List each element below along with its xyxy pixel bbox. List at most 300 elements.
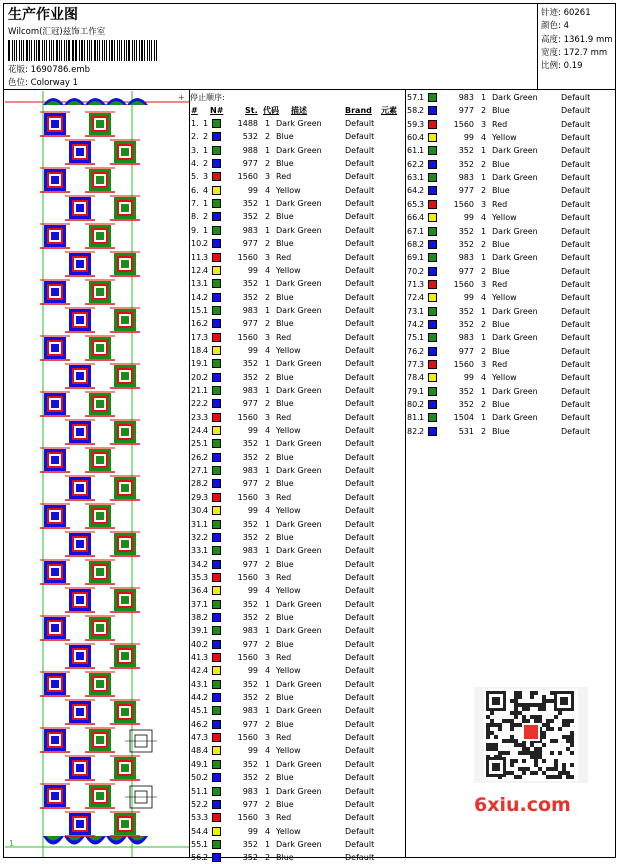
stop-description: Red: [492, 279, 508, 289]
stop-code: 352: [242, 839, 258, 849]
stop-brand: Default: [561, 266, 591, 276]
stop-color-index: 1: [265, 546, 271, 556]
qr-module: [530, 751, 534, 755]
stop-number: 28.: [191, 479, 204, 489]
watermark-logo: 6xiu.com: [474, 794, 571, 816]
qr-module: [510, 711, 514, 715]
design-preview: [5, 91, 189, 857]
stop-code: 352: [242, 279, 258, 289]
stop-brand: Default: [561, 213, 591, 223]
stop-row: [406, 238, 616, 251]
stop-code: 977: [458, 346, 474, 356]
qr-module: [486, 735, 490, 739]
stop-number: 15.: [191, 305, 204, 315]
stop-needle: 4: [203, 506, 209, 516]
stop-brand: Default: [561, 146, 591, 156]
qr-module: [490, 731, 494, 735]
barcode-bar: [12, 40, 13, 61]
stop-row: [190, 371, 400, 384]
stop-description: Dark Green: [276, 199, 322, 209]
qr-module: [518, 711, 522, 715]
qr-module: [566, 747, 570, 751]
stop-description: Dark Green: [492, 413, 538, 423]
stop-number: 54.: [191, 826, 204, 836]
stop-needle: 4: [203, 426, 209, 436]
qr-module: [526, 703, 530, 707]
motif-core: [51, 232, 59, 240]
stop-number: 12.: [191, 265, 204, 275]
stop-number: 70.: [407, 266, 420, 276]
stop-color-index: 2: [265, 319, 271, 329]
stop-brand: Default: [345, 773, 375, 783]
stop-needle: 2: [419, 186, 425, 196]
barcode-bar: [56, 40, 58, 61]
stop-row: [190, 811, 400, 824]
stop-color-index: 2: [481, 106, 487, 116]
qr-module: [526, 707, 530, 711]
qr-module: [518, 691, 522, 695]
stop-code: 99: [247, 826, 258, 836]
qr-module: [514, 707, 518, 711]
motif-core: [76, 764, 84, 772]
stop-description: Blue: [276, 159, 294, 169]
stop-description: Blue: [276, 479, 294, 489]
barcode-bar: [34, 40, 35, 61]
motif-core: [51, 624, 59, 632]
stop-needle: 1: [203, 305, 209, 315]
stop-needle: 2: [203, 239, 209, 249]
stop-needle: 1: [203, 359, 209, 369]
stop-description: Yellow: [276, 345, 301, 355]
stop-needle: 1: [203, 599, 209, 609]
stop-color-index: 4: [265, 265, 271, 275]
motif-core: [121, 260, 129, 268]
stop-number: 55.: [191, 839, 204, 849]
stop-number: 26.: [191, 452, 204, 462]
production-worksheet: [3, 3, 616, 863]
stop-description: Dark Green: [276, 305, 322, 315]
qr-module: [542, 735, 546, 739]
stop-row: [190, 771, 400, 784]
stop-number: 82.: [407, 426, 420, 436]
stop-number: 22.: [191, 399, 204, 409]
color-swatch: [212, 426, 221, 435]
barcode-bar: [51, 40, 52, 61]
color-swatch: [212, 212, 221, 221]
stop-color-index: 2: [481, 239, 487, 249]
stop-brand: Default: [345, 372, 375, 382]
stop-number: 43.: [191, 679, 204, 689]
stop-needle: 3: [419, 360, 425, 369]
stop-needle: 1: [203, 199, 209, 209]
color-swatch: [428, 227, 437, 236]
motif-core: [121, 652, 129, 660]
color-swatch: [212, 586, 221, 595]
stop-row: [190, 130, 400, 143]
stop-brand: Default: [561, 106, 591, 116]
stop-description: Blue: [492, 319, 510, 329]
stop-description: Dark Green: [492, 253, 538, 263]
color-swatch: [212, 346, 221, 355]
qr-module: [490, 743, 494, 747]
stop-needle: 2: [203, 719, 209, 729]
qr-module: [566, 739, 570, 743]
barcode-bar: [42, 40, 43, 61]
stop-needle: 1: [203, 439, 209, 449]
motif-core: [96, 512, 104, 520]
stop-color-index: 1: [265, 119, 271, 128]
stop-needle: 1: [419, 226, 425, 236]
barcode-bar: [126, 40, 127, 61]
stop-number: 44.: [191, 693, 204, 703]
color-swatch: [212, 573, 221, 582]
stop-needle: 3: [203, 172, 209, 182]
color-swatch: [212, 773, 221, 782]
header: [4, 4, 538, 90]
stop-color-index: 1: [265, 786, 271, 796]
color-swatch: [212, 373, 221, 382]
stop-brand: Default: [345, 666, 375, 676]
stop-code: 1560: [237, 332, 258, 342]
color-swatch: [212, 533, 221, 542]
stop-code: 983: [458, 253, 474, 263]
stop-description: Yellow: [276, 746, 301, 756]
stop-needle: 2: [203, 292, 209, 302]
stop-code: 983: [242, 386, 258, 395]
motif-core: [96, 288, 104, 296]
qr-module: [538, 755, 542, 759]
stop-color-index: 2: [265, 853, 271, 863]
stop-code: 99: [247, 746, 258, 756]
qr-module: [498, 723, 502, 727]
color-swatch: [212, 399, 221, 408]
color-swatch: [212, 199, 221, 208]
barcode-bar: [23, 40, 24, 61]
qr-module: [502, 719, 506, 723]
stat-height: 高度: 1361.9 mm: [541, 35, 613, 45]
stop-brand: Default: [345, 279, 375, 289]
stop-color-index: 3: [265, 813, 271, 823]
stop-description: Dark Green: [276, 786, 322, 796]
color-swatch: [428, 240, 437, 249]
stop-number: 25.: [191, 439, 204, 449]
stop-brand: Default: [561, 226, 591, 236]
stop-row: [190, 424, 400, 437]
qr-module: [490, 719, 494, 723]
barcode-bar: [75, 40, 76, 61]
header-divider: [4, 89, 615, 90]
stop-number: 5.: [191, 172, 199, 182]
stop-row: [190, 397, 400, 410]
stop-number: 37.: [191, 599, 204, 609]
color-swatch: [212, 706, 221, 715]
header-brand: Brand: [345, 106, 372, 115]
stop-row: [406, 331, 616, 344]
color-swatch: [428, 373, 437, 382]
qr-module: [558, 771, 562, 775]
color-swatch: [212, 439, 221, 448]
color-swatch: [428, 293, 437, 302]
stop-description: Red: [276, 653, 292, 662]
stop-code: 977: [458, 106, 474, 116]
motif-core: [51, 344, 59, 352]
motif-core: [76, 428, 84, 436]
stop-code: 1560: [237, 572, 258, 582]
stats-panel: [537, 4, 617, 90]
stop-number: 41.: [191, 653, 204, 662]
stop-description: Yellow: [492, 373, 517, 383]
stop-needle: 3: [203, 492, 209, 502]
stop-brand: Default: [345, 399, 375, 409]
stop-row: [406, 385, 616, 398]
stop-color-index: 2: [481, 266, 487, 276]
qr-module: [570, 731, 574, 735]
stop-brand: Default: [345, 252, 375, 262]
motif-core: [121, 372, 129, 380]
stop-color-index: 4: [265, 826, 271, 836]
stop-color-index: 2: [265, 612, 271, 622]
stop-description: Blue: [276, 693, 294, 703]
stop-number: 76.: [407, 346, 420, 356]
stop-color-index: 2: [265, 773, 271, 783]
motif-core: [96, 456, 104, 464]
barcode-bar: [44, 40, 45, 61]
stop-needle: 2: [203, 559, 209, 569]
stop-color-index: 4: [265, 345, 271, 355]
color-swatch: [212, 186, 221, 195]
stop-color-index: 4: [265, 666, 271, 676]
qr-module: [542, 707, 546, 711]
qr-module: [570, 763, 574, 767]
stop-row: [406, 91, 616, 104]
motif-core: [121, 708, 129, 716]
stop-row: [190, 651, 400, 664]
color-swatch: [428, 173, 437, 182]
stop-brand: Default: [345, 559, 375, 569]
qr-module: [530, 703, 534, 707]
qr-module: [534, 759, 538, 763]
color-swatch: [212, 413, 221, 422]
stop-needle: 1: [419, 306, 425, 316]
stop-row: [190, 571, 400, 584]
stop-color-index: 2: [265, 799, 271, 809]
stop-description: Red: [276, 733, 292, 743]
color-swatch: [212, 760, 221, 769]
stop-code: 977: [242, 319, 258, 329]
stop-number: 48.: [191, 746, 204, 756]
stop-brand: Default: [345, 759, 375, 769]
stop-color-index: 4: [265, 746, 271, 756]
color-swatch: [212, 466, 221, 475]
stop-brand: Default: [345, 612, 375, 622]
barcode-bar: [29, 40, 31, 61]
qr-module: [522, 715, 526, 719]
stop-row: [190, 210, 400, 223]
stop-code: 352: [242, 439, 258, 449]
qr-module: [550, 699, 554, 703]
stop-code: 352: [242, 532, 258, 542]
qr-finder-core: [560, 697, 568, 705]
stop-code: 352: [242, 599, 258, 609]
qr-module: [554, 739, 558, 743]
color-swatch: [212, 159, 221, 168]
motif-core: [96, 344, 104, 352]
stop-needle: 3: [419, 199, 425, 209]
stop-number: 80.: [407, 400, 420, 410]
motif-core: [121, 428, 129, 436]
stop-code: 352: [242, 773, 258, 783]
stop-code: 99: [247, 506, 258, 516]
qr-module: [510, 699, 514, 703]
stop-needle: 1: [419, 386, 425, 396]
motif-core: [76, 540, 84, 548]
color-swatch: [428, 307, 437, 316]
stop-row: [190, 518, 400, 531]
stop-code: 977: [242, 719, 258, 729]
qr-module: [546, 723, 550, 727]
stop-brand: Default: [345, 386, 375, 395]
qr-module: [506, 751, 510, 755]
qr-module: [554, 775, 558, 779]
barcode-bar: [144, 40, 145, 61]
color-swatch: [212, 226, 221, 235]
stop-brand: Default: [345, 212, 375, 222]
stop-row: [190, 611, 400, 624]
stop-brand: Default: [345, 599, 375, 609]
stop-code: 977: [458, 186, 474, 196]
stop-row: [190, 798, 400, 811]
color-swatch: [212, 746, 221, 755]
stop-row: [190, 678, 400, 691]
motif-core: [76, 484, 84, 492]
qr-module: [538, 747, 542, 751]
stop-code: 352: [242, 292, 258, 302]
qr-module: [530, 771, 534, 775]
color-swatch: [212, 626, 221, 635]
stop-number: 40.: [191, 639, 204, 649]
stop-code: 983: [242, 786, 258, 796]
qr-module: [538, 767, 542, 771]
stop-color-index: 1: [481, 333, 487, 343]
stop-description: Red: [276, 492, 292, 502]
barcode-bar: [53, 40, 54, 61]
stop-code: 1560: [237, 252, 258, 262]
stop-code: 1560: [237, 813, 258, 823]
stop-description: Red: [276, 572, 292, 582]
stop-color-index: 2: [265, 212, 271, 222]
stop-code: 99: [247, 426, 258, 436]
stop-brand: Default: [345, 132, 375, 142]
stop-brand: Default: [345, 492, 375, 502]
stop-number: 30.: [191, 506, 204, 516]
stop-needle: 1: [203, 706, 209, 716]
qr-module: [546, 719, 550, 723]
stop-number: 72.: [407, 293, 420, 303]
qr-module: [534, 691, 538, 695]
stop-brand: Default: [345, 479, 375, 489]
stop-needle: 4: [203, 265, 209, 275]
qr-module: [530, 691, 534, 695]
stop-row: [406, 411, 616, 424]
page-title: 生产作业图: [8, 7, 78, 23]
stop-number: 27.: [191, 466, 204, 476]
color-swatch: [212, 840, 221, 849]
color-swatch: [428, 186, 437, 195]
color-swatch: [428, 387, 437, 396]
stop-brand: Default: [345, 426, 375, 436]
qr-module: [522, 771, 526, 775]
barcode-bar: [151, 40, 153, 61]
stop-description: Dark Green: [276, 439, 322, 449]
stop-color-index: 3: [481, 279, 487, 289]
stop-row: [190, 251, 400, 264]
stop-needle: 1: [203, 626, 209, 636]
stop-needle: 3: [203, 252, 209, 262]
stop-row: [190, 558, 400, 571]
colorway-name: Colorway 1: [30, 78, 79, 88]
stop-needle: 2: [419, 106, 425, 116]
barcode-bar: [8, 40, 10, 61]
stop-needle: 1: [419, 333, 425, 343]
qr-module: [510, 719, 514, 723]
stop-color-index: 2: [265, 132, 271, 142]
qr-module: [522, 743, 526, 747]
qr-module: [522, 703, 526, 707]
stop-description: Dark Green: [276, 599, 322, 609]
stop-needle: 1: [203, 759, 209, 769]
stop-row: [190, 117, 400, 130]
qr-finder-core: [492, 763, 500, 771]
stop-brand: Default: [561, 133, 591, 143]
stop-description: Blue: [276, 399, 294, 409]
stop-brand: Default: [345, 345, 375, 355]
barcode-bar: [61, 40, 63, 61]
stop-needle: 2: [419, 426, 425, 436]
stop-needle: 2: [203, 693, 209, 703]
stop-description: Blue: [276, 319, 294, 329]
stop-number: 65.: [407, 199, 420, 209]
stop-color-index: 3: [265, 572, 271, 582]
stop-description: Dark Green: [492, 386, 538, 396]
stop-brand: Default: [345, 145, 375, 155]
stop-number: 3.: [191, 145, 199, 155]
stop-color-index: 2: [265, 693, 271, 703]
stop-needle: 4: [419, 213, 425, 223]
color-swatch: [428, 160, 437, 169]
qr-module: [522, 747, 526, 751]
stop-number: 33.: [191, 546, 204, 556]
stop-needle: 1: [203, 839, 209, 849]
stop-description: Dark Green: [276, 759, 322, 769]
barcode-bar: [104, 40, 106, 61]
motif-core: [51, 680, 59, 688]
color-swatch: [428, 133, 437, 142]
stop-description: Blue: [492, 159, 510, 169]
stop-code: 352: [458, 400, 474, 410]
color-swatch: [212, 479, 221, 488]
stop-row: [406, 131, 616, 144]
qr-module: [486, 747, 490, 751]
stop-row: [190, 357, 400, 370]
qr-module: [566, 735, 570, 739]
stop-brand: Default: [561, 426, 591, 436]
stop-code: 99: [463, 293, 474, 303]
stop-number: 42.: [191, 666, 204, 676]
stop-row: [406, 211, 616, 224]
motif-core: [96, 624, 104, 632]
stop-row: [190, 758, 400, 771]
stop-row: [190, 704, 400, 717]
